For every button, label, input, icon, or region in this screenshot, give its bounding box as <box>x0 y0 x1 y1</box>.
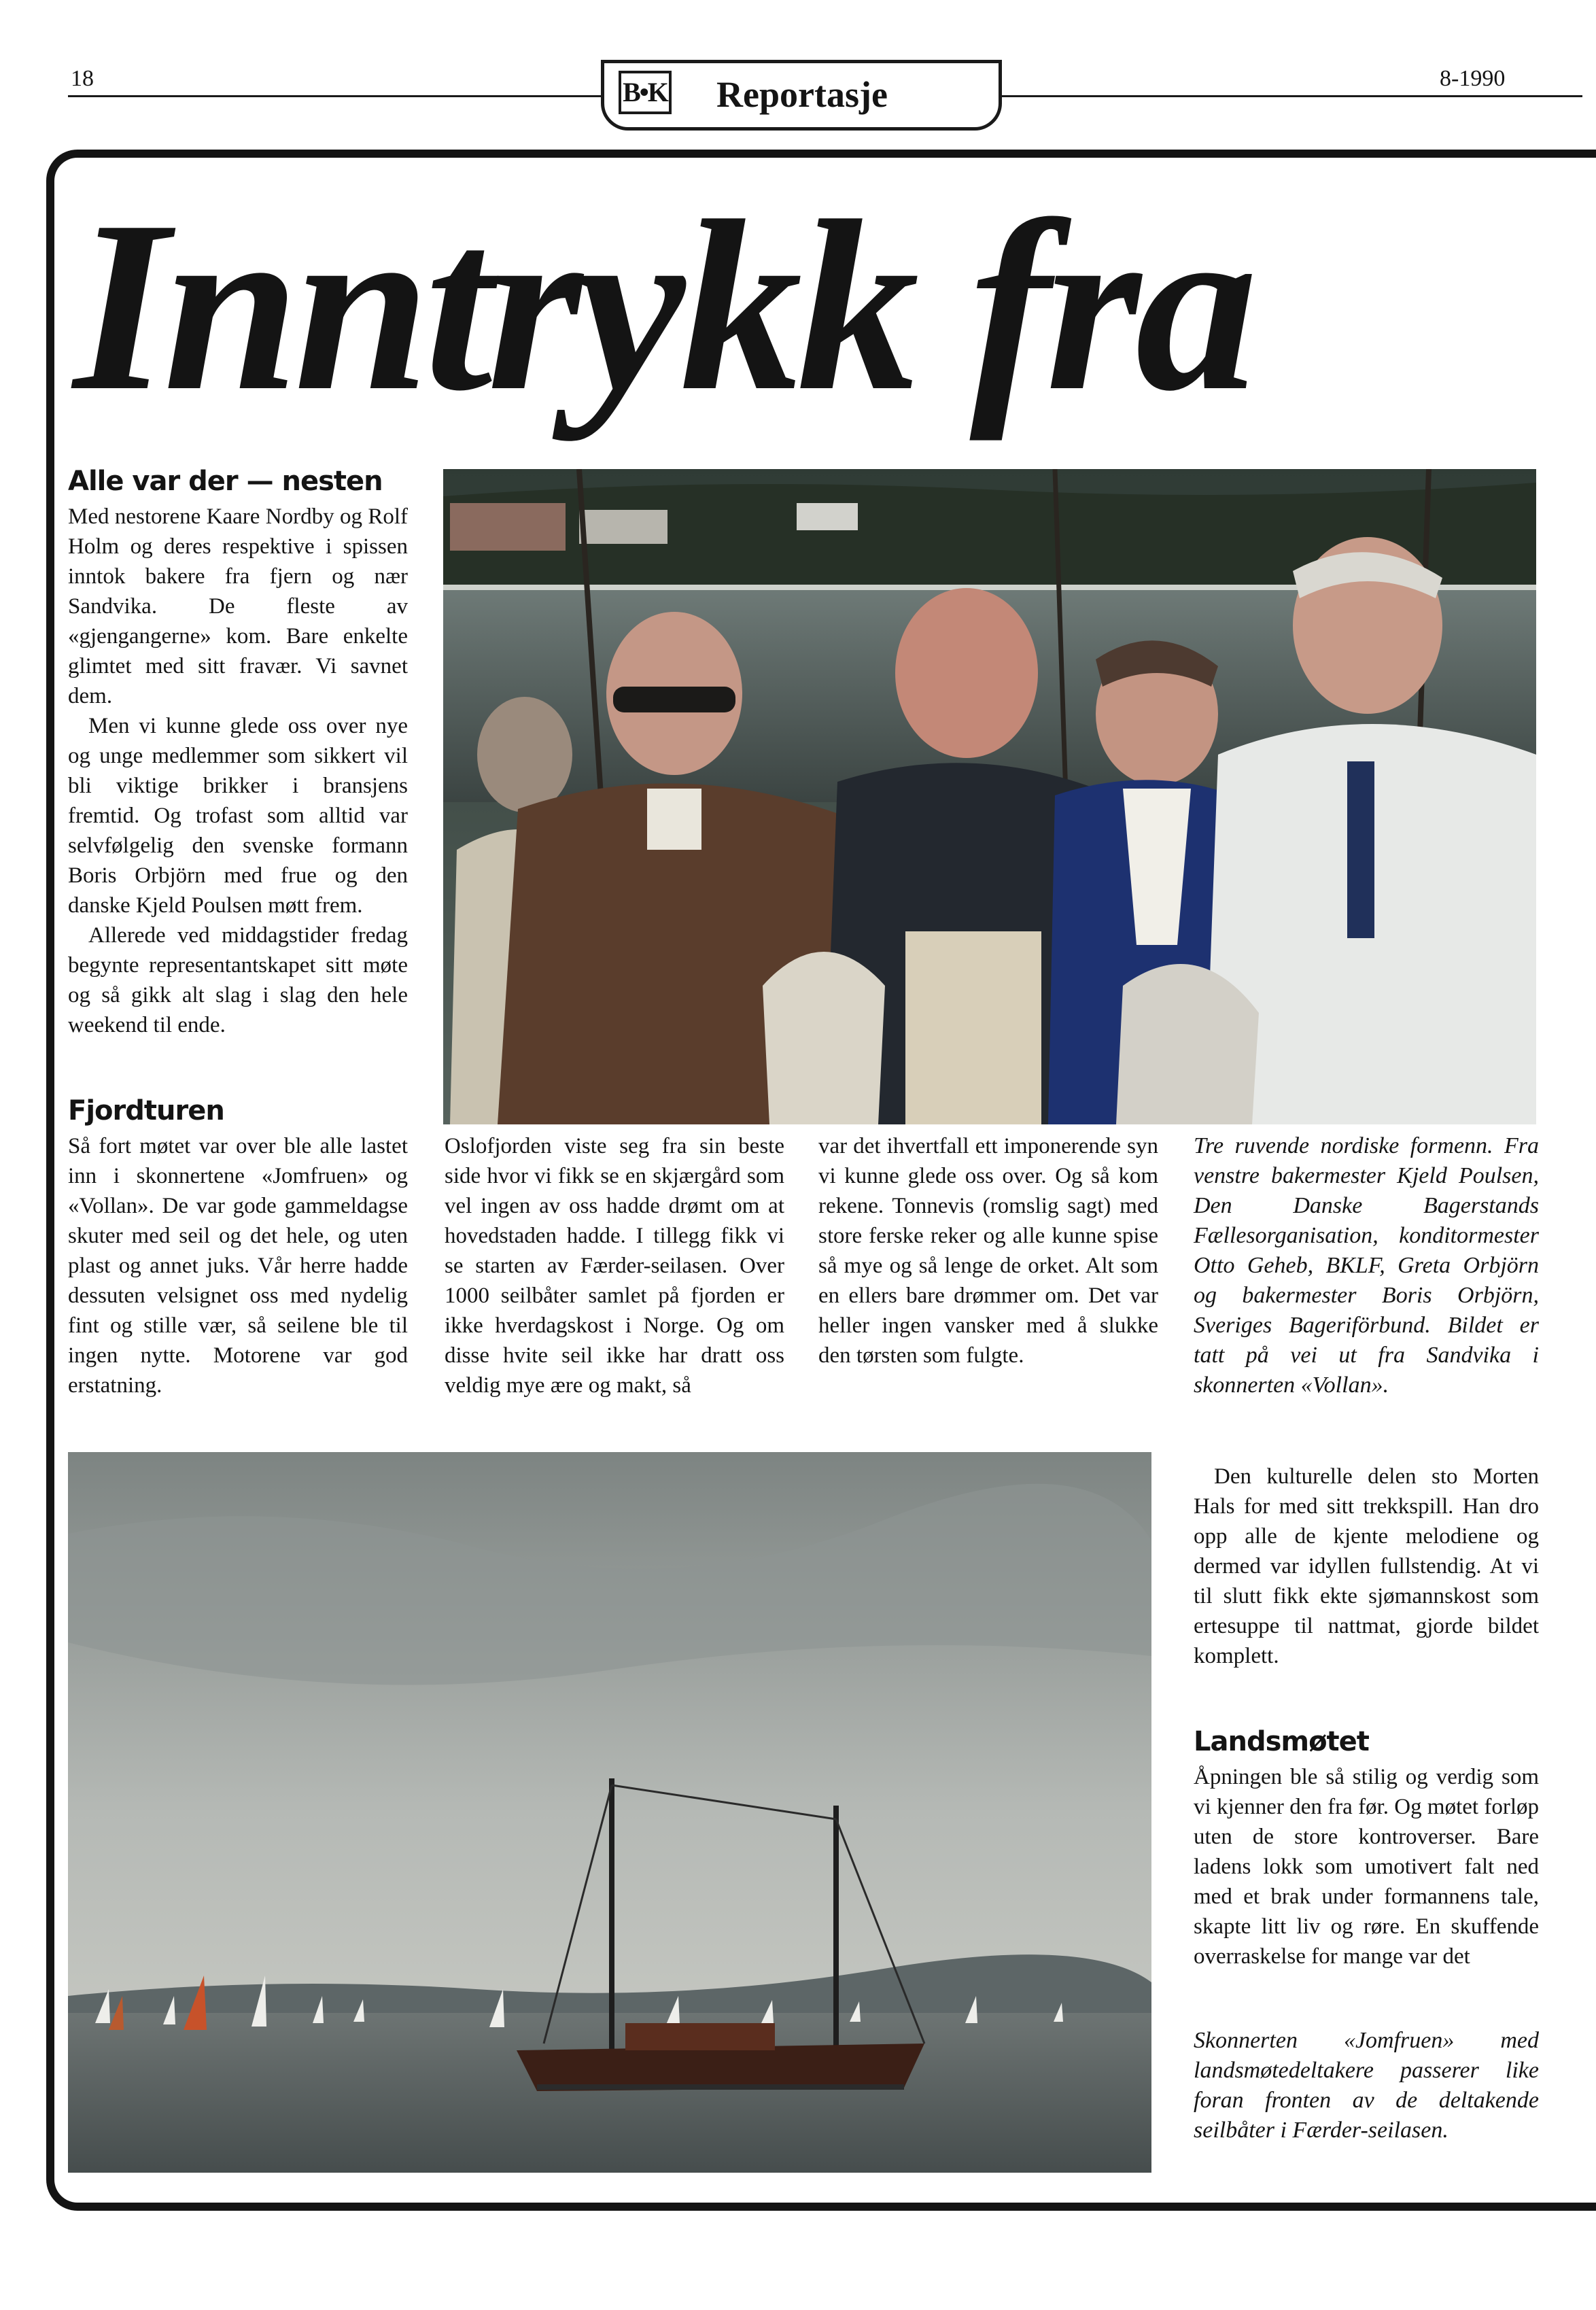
photo-illustration <box>443 469 1536 1124</box>
column-landsmotet <box>1194 1762 1539 1971</box>
page-number: 18 <box>71 66 94 91</box>
photo-schooner-jomfruen <box>68 1452 1151 2173</box>
caption-photo-skonnerten: Skonnerten «Jomfruen» med landsmøtedeltakere passerer like foran fronten av de deltakende seilbåter i Færder-seilasen. <box>1194 2028 1539 2143</box>
header-rule-right <box>999 95 1582 97</box>
bk-logo: B•K <box>619 71 672 114</box>
column-kultur <box>1194 1462 1539 1671</box>
paragraph: Oslofjorden viste seg fra sin beste side hvor vi fikk se en skjærgård som vel ingen av oss hadde drømt om at hovedstaden hadde. I tillegg fikk vi se starten av Færder-seilasen. Over 1000 seilbåter samlet på fjorden er ikke hverdagskost i Norge. Og om disse hvite seil ikke har dratt oss veldig mye ære og makt, så <box>445 1134 784 1398</box>
heading-fjordturen: Fjordturen <box>68 1095 224 1126</box>
issue-number: 8-1990 <box>1440 66 1506 91</box>
paragraph: var det ihvertfall ett imponerende syn vi kunne glede oss over. Og så kom rekene. Tonnevis (romslig sagt) med store ferske reker og alle kunne spise så mye og så lenge de orket. Alt som en ellers bare drømmer om. Det var heller ingen vansker med å slukke den tørsten som fulgte. <box>818 1134 1158 1368</box>
paragraph: Så fort møtet var over ble alle lastet inn i skonnertene «Jomfruen» og «Vollan». De var gode gammeldagse skuter med seil og det hele, og uten plast og annet juks. Vår herre hadde dessuten velsignet oss med nydelig fint og stille vær, så seilene ble til ingen nytte. Motorene var god erstatning. <box>68 1134 408 1398</box>
heading-landsmotet: Landsmøtet <box>1194 1726 1369 1757</box>
heading-alle-var-der: Alle var der — nesten <box>68 466 383 497</box>
photo-four-people-on-ship <box>443 469 1536 1124</box>
photo-illustration <box>68 1452 1151 2173</box>
paragraph: Den kulturelle delen sto Morten Hals for med sitt trekkspill. Han dro opp alle de kjente melodiene og dermed var idyllen fullstendig. At vi til slutt fikk ekte sjømannskost som ertesuppe til nattmat, gjorde bildet komplett. <box>1194 1464 1539 1668</box>
column-fjordturen-2 <box>445 1131 784 1400</box>
header-rule-left <box>68 95 605 97</box>
paragraph: Åpningen ble så stilig og verdig som vi kjenner den fra før. Og møtet forløp uten de store kontroverser. Bare ladens lokk som umotivert falt ned med et brak under formannens tale, skapte litt liv og røre. En skuffende overraskelse for mange var det <box>1194 1765 1539 1969</box>
column-fjordturen-3 <box>818 1131 1158 1371</box>
paragraph: Men vi kunne glede oss over nye og unge medlemmer som sikkert vil bli viktige brikker i bransjens fremtid. Og trofast som alltid var selvfølgelig den svenske formann Boris Orbjörn med frue og den danske Kjeld Poulsen møtt frem. <box>68 714 408 918</box>
caption-photo-formenn: Tre ruvende nordiske formenn. Fra venstre bakermester Kjeld Poulsen, Den Danske Bagerstands Fællesorganisation, konditormester Otto Geheb, BKLF, Greta Orbjörn og bakermester Boris Orbjörn, Sveriges Bageriförbund. Bildet er tatt på vei ut fra Sandvika i skonnerten «Vollan». <box>1194 1133 1539 1398</box>
article-title: Inntrykk fra <box>73 170 1253 441</box>
column-fjordturen-1 <box>68 1131 408 1400</box>
paragraph: Allerede ved middagstider fredag begynte representantskapet sitt møte og så gikk alt slag i slag den hele weekend til ende. <box>68 923 408 1037</box>
section-title: Reportasje <box>716 74 888 115</box>
column-alle-var-der <box>68 502 408 1040</box>
paragraph: Med nestorene Kaare Nordby og Rolf Holm og deres respektive i spissen inntok bakere fra fjern og nær Sandvika. De fleste av «gjengangerne» kom. Bare enkelte glimtet med sitt fravær. Vi savnet dem. <box>68 504 408 708</box>
